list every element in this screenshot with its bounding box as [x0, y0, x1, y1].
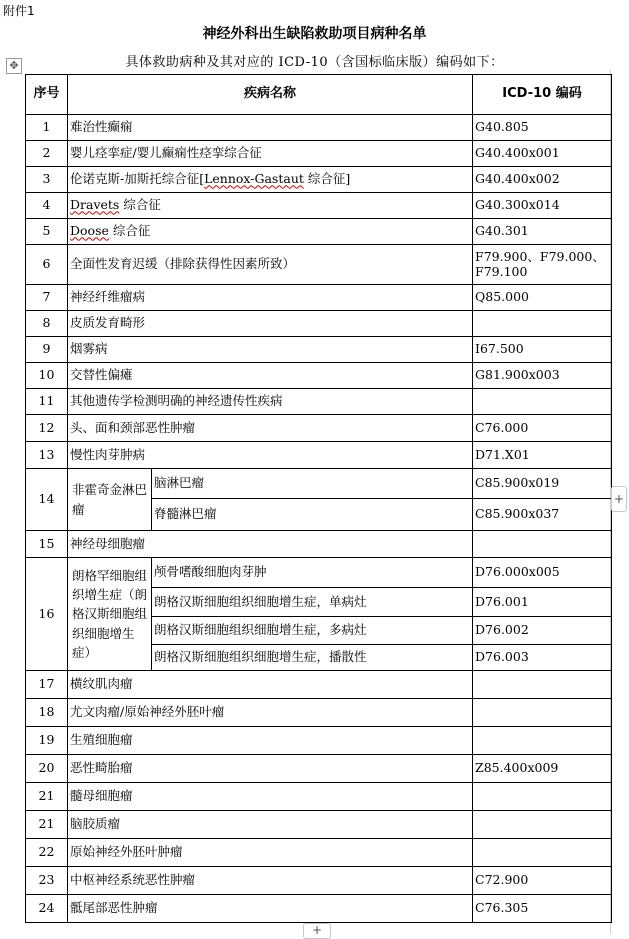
sub-name: 朗格汉斯细胞组织细胞增生症，多病灶: [152, 617, 473, 645]
row-name: 原始神经外胚叶肿瘤: [68, 839, 473, 867]
name-prefix: 伦诺克斯-加斯托综合征[: [70, 171, 205, 187]
row-code: Z85.400x009: [473, 755, 612, 783]
page-subtitle: 具体救助病种及其对应的 ICD-10（含国标临床版）编码如下：: [125, 55, 504, 70]
row-no: 4: [26, 193, 68, 219]
table-row: [26, 727, 612, 755]
row-code: G40.400x001: [473, 141, 612, 167]
row-no: 5: [26, 219, 68, 245]
table-row: [26, 783, 612, 811]
table-row: [26, 469, 612, 499]
row-no: 21: [26, 811, 68, 839]
row-name: 神经纤维瘤病: [68, 285, 473, 311]
row-code: [473, 671, 612, 699]
table-row: [26, 895, 612, 923]
sub-name: 脊髓淋巴瘤: [152, 499, 473, 531]
row-code-line: F79.100: [475, 263, 528, 279]
name-suffix: 综合征]: [303, 171, 351, 187]
row-code: [473, 245, 612, 285]
table-row: [26, 167, 612, 193]
row-code: [473, 311, 612, 337]
row-code: [473, 839, 612, 867]
row-code: [473, 727, 612, 755]
row-name: 横纹肌肉瘤: [68, 671, 473, 699]
row-no: 19: [26, 727, 68, 755]
row-name: 难治性癫痫: [68, 115, 473, 141]
row-no: 18: [26, 699, 68, 727]
row-code: [473, 699, 612, 727]
row-name: 其他遗传学检测明确的神经遗传性疾病: [68, 389, 473, 415]
row-no: 24: [26, 895, 68, 923]
table-row: [26, 811, 612, 839]
row-name: 髓母细胞瘤: [68, 783, 473, 811]
row-name: [68, 193, 473, 219]
row-code: C76.000: [473, 415, 612, 442]
table-row: [26, 839, 612, 867]
table-row: [26, 442, 612, 469]
row-name: 恶性畸胎瘤: [68, 755, 473, 783]
name-suffix: 综合征: [119, 197, 161, 213]
row-no: 22: [26, 839, 68, 867]
row-no: 20: [26, 755, 68, 783]
row-code: I67.500: [473, 337, 612, 363]
row-code: C72.900: [473, 867, 612, 895]
row-no: 3: [26, 167, 68, 193]
table-move-handle-icon[interactable]: ✥: [6, 58, 22, 74]
row-no: 13: [26, 442, 68, 469]
row-code: C76.305: [473, 895, 612, 923]
table-row: [26, 285, 612, 311]
table-row: [26, 337, 612, 363]
row-name: [68, 167, 473, 193]
table-row: [26, 671, 612, 699]
row-code: G40.805: [473, 115, 612, 141]
table-row: [26, 415, 612, 442]
row-no: 9: [26, 337, 68, 363]
row-no: 8: [26, 311, 68, 337]
row-name: 交替性偏瘫: [68, 363, 473, 389]
row-code: G40.400x002: [473, 167, 612, 193]
table-row: [26, 219, 612, 245]
row-name: 婴儿痉挛症/婴儿癫痫性痉挛综合征: [68, 141, 473, 167]
table-header-row: [26, 75, 612, 115]
row-no: 7: [26, 285, 68, 311]
row-code: [473, 811, 612, 839]
table-row: [26, 755, 612, 783]
row-name: [68, 219, 473, 245]
row-name: 烟雾病: [68, 337, 473, 363]
table-row: [26, 699, 612, 727]
row-name: 神经母细胞瘤: [68, 531, 473, 558]
row-code: D71.X01: [473, 442, 612, 469]
row-no: 16: [26, 558, 68, 671]
row-no: 10: [26, 363, 68, 389]
table-row: [26, 245, 612, 285]
name-suffix: 综合征: [108, 223, 151, 239]
table-row: [26, 193, 612, 219]
row-name: 慢性肉芽肿病: [68, 442, 473, 469]
row-code: [473, 531, 612, 558]
header-no: 序号: [26, 75, 68, 115]
row-no: 1: [26, 115, 68, 141]
row-code: G40.301: [473, 219, 612, 245]
group-name: 朗格罕细胞组织增生症（朗格汉斯细胞组织细胞增生症）: [68, 558, 152, 671]
row-code: D76.000x005: [473, 558, 612, 588]
attachment-label: 附件1: [3, 4, 35, 18]
add-row-plus-icon[interactable]: +: [303, 923, 331, 939]
sub-name: 朗格汉斯细胞组织细胞增生症，播散性: [152, 645, 473, 671]
table-row: [26, 389, 612, 415]
row-code: [473, 389, 612, 415]
table-row: [26, 867, 612, 895]
table-row: [26, 558, 612, 588]
row-no: 15: [26, 531, 68, 558]
row-name: 骶尾部恶性肿瘤: [68, 895, 473, 923]
row-code: G81.900x003: [473, 363, 612, 389]
row-name: 脑胶质瘤: [68, 811, 473, 839]
row-code-line: F79.900、F79.000、: [475, 249, 605, 265]
row-code: C85.900x019: [473, 469, 612, 499]
sub-name: 脑淋巴瘤: [152, 469, 473, 499]
row-code: [473, 783, 612, 811]
table-row: [26, 531, 612, 558]
row-no: 17: [26, 671, 68, 699]
row-code: D76.003: [473, 645, 612, 671]
sub-name: 朗格汉斯细胞组织细胞增生症，单病灶: [152, 588, 473, 617]
table-row: [26, 115, 612, 141]
spellcheck-marked-text: Dravets: [70, 197, 120, 213]
add-column-plus-icon[interactable]: +: [611, 486, 627, 512]
header-code: ICD-10 编码: [473, 75, 612, 115]
row-name: 生殖细胞瘤: [68, 727, 473, 755]
header-name: 疾病名称: [68, 75, 473, 115]
row-code: D76.001: [473, 588, 612, 617]
table-row: [26, 141, 612, 167]
row-code: G40.300x014: [473, 193, 612, 219]
row-name: 全面性发育迟缓（排除获得性因素所致）: [68, 245, 473, 285]
row-no: 2: [26, 141, 68, 167]
row-code: C85.900x037: [473, 499, 612, 531]
spellcheck-marked-text: Lennox-Gastaut: [204, 171, 304, 187]
disease-table: [25, 74, 612, 923]
row-no: 12: [26, 415, 68, 442]
row-code: Q85.000: [473, 285, 612, 311]
table-row: [26, 363, 612, 389]
row-code: D76.002: [473, 617, 612, 645]
row-name: 头、面和颈部恶性肿瘤: [68, 415, 473, 442]
row-no: 14: [26, 469, 68, 531]
row-no: 6: [26, 245, 68, 285]
row-no: 21: [26, 783, 68, 811]
table-row: [26, 311, 612, 337]
row-no: 11: [26, 389, 68, 415]
row-name: 皮质发育畸形: [68, 311, 473, 337]
row-name: 尤文肉瘤/原始神经外胚叶瘤: [68, 699, 473, 727]
page-title: 神经外科出生缺陷救助项目病种名单: [202, 26, 427, 42]
group-name: 非霍奇金淋巴瘤: [68, 469, 152, 531]
row-no: 23: [26, 867, 68, 895]
sub-name: 颅骨嗜酸细胞肉芽肿: [152, 558, 473, 588]
spellcheck-marked-text: Doose: [70, 223, 109, 239]
row-name: 中枢神经系统恶性肿瘤: [68, 867, 473, 895]
